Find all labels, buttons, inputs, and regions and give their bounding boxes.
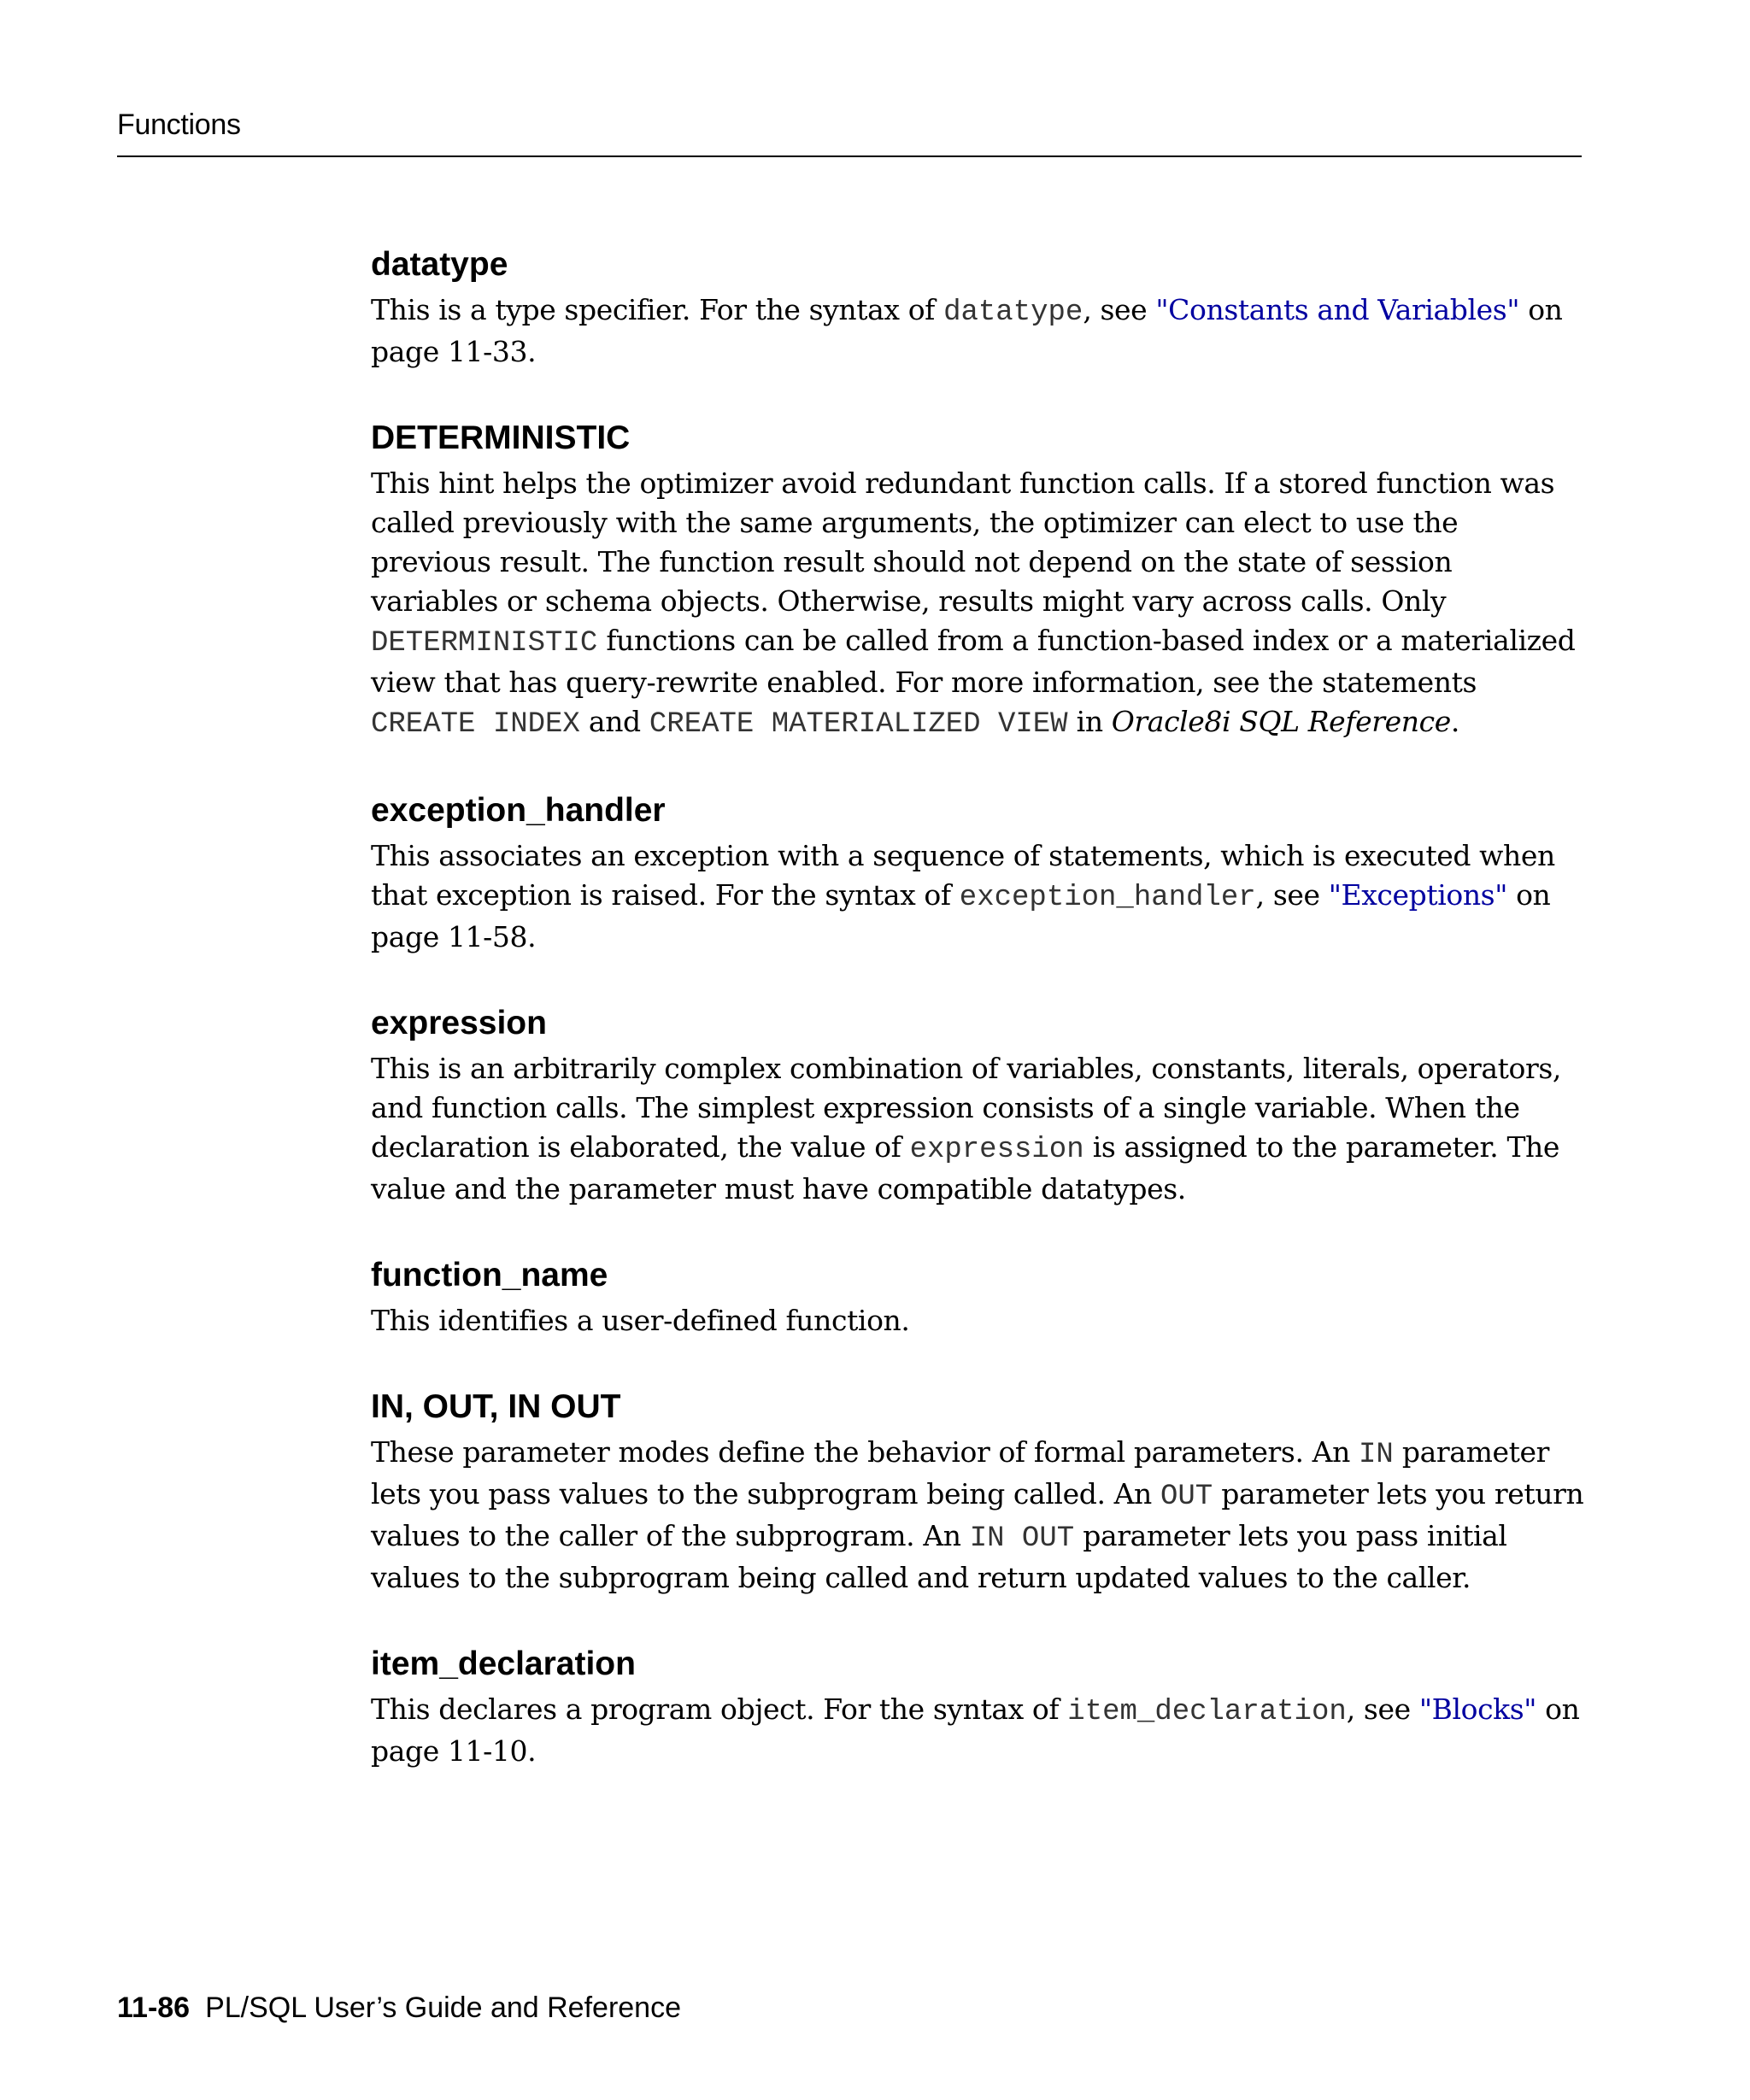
text-run: , see <box>1255 878 1329 912</box>
term-heading: DETERMINISTIC <box>371 419 631 456</box>
page-content <box>371 244 1584 1771</box>
section-function-name <box>371 1255 1584 1340</box>
link-constants-and-variables[interactable]: "Constants and Variables" <box>1155 293 1520 326</box>
term-description <box>371 1049 1584 1209</box>
code-in-out: IN OUT <box>969 1522 1075 1555</box>
section-deterministic <box>371 418 1584 744</box>
code-deterministic: DETERMINISTIC <box>371 627 598 660</box>
book-reference: Oracle8i SQL Reference <box>1111 705 1451 738</box>
text-run: This hint helps the optimizer avoid redundant function calls. If a stored function was called previously with the same arguments, the optimizer can elect to use the previous result. The function result should not depend on the state of session variables or schema objects. Otherwise, results might vary across calls. Only <box>371 466 1555 618</box>
text-run: , see <box>1083 293 1156 326</box>
section-in-out <box>371 1387 1584 1598</box>
text-run: This is an arbitrarily complex combination of variables, constants, literals, operators, and function calls. The simplest expression consists of a single variable. When the declaration is elaborated, the value of <box>371 1052 1561 1164</box>
book-title: PL/SQL User’s Guide and Reference <box>205 1991 681 2024</box>
term-heading: exception_handler <box>371 792 666 829</box>
text-run: is assigned to the parameter. The value and the parameter must have compatible datatypes. <box>371 1130 1560 1205</box>
term-heading: IN, OUT, IN OUT <box>371 1388 621 1425</box>
header-rule <box>117 155 1582 157</box>
term-description <box>371 1301 1584 1340</box>
running-footer <box>117 1991 681 2025</box>
text-run: parameter lets you return values to the caller of the subprogram. An <box>371 1477 1584 1552</box>
text-run: This declares a program object. For the syntax of <box>371 1692 1068 1726</box>
text-run: on page 11-33. <box>371 293 1563 368</box>
text-run: This identifies a user-defined function. <box>371 1304 910 1337</box>
text-run: parameter lets you pass values to the subprogram being called. An <box>371 1435 1549 1510</box>
section-expression <box>371 1003 1584 1209</box>
text-run: functions can be called from a function-based index or a materialized view that has query-rewrite enabled. For more information, see the statements <box>371 624 1576 699</box>
term-description <box>371 1690 1584 1771</box>
term-description <box>371 836 1584 957</box>
running-header: Functions <box>117 109 241 141</box>
term-heading: datatype <box>371 246 508 283</box>
text-run: . <box>1450 705 1459 738</box>
code-item-declaration: item_declaration <box>1067 1696 1347 1728</box>
code-create-materialized-view: CREATE MATERIALIZED VIEW <box>649 708 1068 741</box>
code-out: OUT <box>1160 1481 1213 1513</box>
section-exception-handler <box>371 790 1584 957</box>
term-description <box>371 1433 1584 1598</box>
code-in: IN <box>1359 1439 1394 1471</box>
text-run: and <box>579 705 649 738</box>
term-description <box>371 290 1584 372</box>
code-create-index: CREATE INDEX <box>371 708 580 741</box>
text-run: in <box>1067 705 1112 738</box>
text-run: on page 11-58. <box>371 878 1551 953</box>
text-run: parameter lets you pass initial values to the subprogram being called and return updated values to the caller. <box>371 1519 1507 1594</box>
section-datatype <box>371 244 1584 372</box>
code-expression: expression <box>909 1134 1084 1166</box>
code-exception-handler: exception_handler <box>959 882 1256 914</box>
code-datatype: datatype <box>943 296 1083 329</box>
text-run: This associates an exception with a sequence of statements, which is executed when that exception is raised. For the syntax of <box>371 839 1555 912</box>
term-heading: expression <box>371 1005 547 1041</box>
link-blocks[interactable]: "Blocks" <box>1418 1692 1537 1726</box>
page-number: 11-86 <box>117 1991 191 2024</box>
term-heading: item_declaration <box>371 1645 636 1682</box>
text-run: , see <box>1346 1692 1419 1726</box>
link-exceptions[interactable]: "Exceptions" <box>1328 878 1507 912</box>
term-description <box>371 464 1584 744</box>
text-run: on page 11-10. <box>371 1692 1580 1768</box>
text-run: These parameter modes define the behavior of formal parameters. An <box>371 1435 1359 1469</box>
section-item-declaration <box>371 1644 1584 1771</box>
text-run: This is a type specifier. For the syntax of <box>371 293 944 326</box>
term-heading: function_name <box>371 1257 608 1293</box>
